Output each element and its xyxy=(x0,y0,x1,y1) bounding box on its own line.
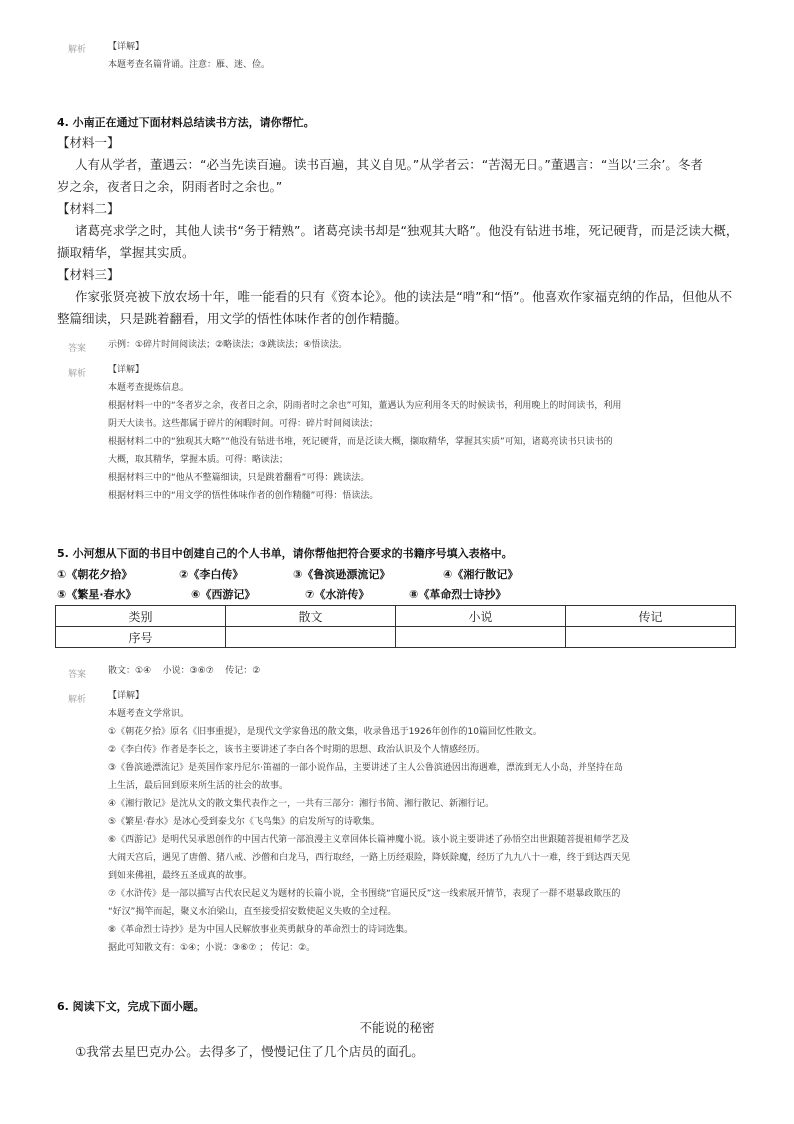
q5-title: 5. 小河想从下面的书目中创建自己的个人书单，请你帮他把符合要求的书籍序号填入表格中。 xyxy=(57,547,513,560)
detail-line: ⑧《革命烈士诗抄》是为中国人民解放事业英勇献身的革命烈士的诗词选集。 xyxy=(108,925,414,935)
detail-label: 【详解】 xyxy=(108,42,145,52)
detail-line: 大概，取其精华，掌握本质。可得：略读法； xyxy=(108,455,289,465)
material-1-label: 【材料一】 xyxy=(57,135,120,150)
detail-line: ⑥《西游记》是明代吴承恩创作的中国古代第一部浪漫主义章回体长篇神魔小说。该小说主要讲述了孙悟空出世跟随菩提祖师学艺及 xyxy=(108,835,630,845)
detail-line: 到如来佛祖，最终五圣成真的故事。 xyxy=(108,871,253,881)
detail-line: ②《李白传》作者是李长之，该书主要讲述了李白各个时期的思想、政治认识及个人情感经历。 xyxy=(108,745,486,755)
material-3-line: 作家张贤亮被下放农场十年，唯一能看的只有《资本论》。他的读法是“啃”和“悟”。他喜欢作家福克纳的作品，但他从不 xyxy=(75,289,733,304)
answer-tag: 答案 xyxy=(68,670,87,680)
detail-line: 阴天大读书。这些都属于碎片的闲暇时间。可得：碎片时间阅读法； xyxy=(108,419,379,429)
table-row xyxy=(56,606,736,627)
material-2-label: 【材料二】 xyxy=(57,201,120,216)
table-cell: 序号 xyxy=(56,627,226,648)
q4-detail xyxy=(108,361,728,505)
q5-detail xyxy=(108,687,728,957)
answer-text: 散文：①④ 小说：③⑥⑦ 传记：② xyxy=(108,666,261,676)
book-item: ②《李白传》 xyxy=(179,568,244,581)
material-2-line: 撷取精华，掌握其实质。 xyxy=(57,245,195,260)
detail-line: “好汉”揭竿而起，聚义水泊梁山，直至接受招安数使起义失败的全过程。 xyxy=(108,907,397,917)
material-3-label: 【材料三】 xyxy=(57,267,120,282)
detail-line: 大闹天宫后，遇见了唐僧、猪八戒、沙僧和白龙马，西行取经，一路上历经艰险，降妖除魔，经历了九九八十一难，终于到达西天见 xyxy=(108,853,631,863)
detail-line: ③《鲁滨逊漂流记》是英国作家丹尼尔·笛福的一部小说作品，主要讲述了主人公鲁滨逊因出海遇难，漂流到无人小岛，并坚持在岛 xyxy=(108,763,623,773)
jiexi-tag: 解析 xyxy=(68,695,87,705)
book-item: ⑤《繁星·春水》 xyxy=(57,588,137,601)
detail-line: ①《朝花夕拾》原名《旧事重提》，是现代文学家鲁迅的散文集，收录鲁迅于1926年创作的10篇回忆性散文。 xyxy=(108,727,542,737)
material-1-line: 人有从学者，董遇云：“必当先读百遍。读书百遍，其义自见。”从学者云：“苦渴无日。”董遇言：“当以‘三余’。冬者 xyxy=(75,157,703,172)
story-paragraph: ①我常去星巴克办公。去得多了，慢慢记住了几个店员的面孔。 xyxy=(75,1044,424,1059)
material-2-line: 诸葛亮求学之时，其他人读书“务于精熟”。诸葛亮读书却是“独观其大略”。他没有钻进书堆，死记硬背，而是泛读大概， xyxy=(75,223,739,238)
table-cell[interactable] xyxy=(566,627,736,648)
detail-line: 【详解】 xyxy=(108,365,145,375)
table-header-cell: 小说 xyxy=(396,606,566,627)
top-detail xyxy=(108,38,728,74)
detail-line: ⑤《繁星·春水》是冰心受到泰戈尔《飞鸟集》的启发所写的诗歌集。 xyxy=(108,817,380,827)
book-item: ⑧《革命烈士诗抄》 xyxy=(409,588,507,601)
table-cell[interactable] xyxy=(226,627,396,648)
book-item: ④《湘行散记》 xyxy=(443,568,519,581)
table-cell[interactable] xyxy=(396,627,566,648)
detail-line: 本题考查提炼信息。 xyxy=(108,383,190,393)
material-1-line: 岁之余，夜者日之余，阴雨者时之余也。” xyxy=(57,179,283,194)
detail-line: 本题考查文学常识。 xyxy=(108,709,190,719)
detail-line: ⑦《水浒传》是一部以描写古代农民起义为题材的长篇小说，全书围绕“官逼民反”这一线索展开情节，表现了一群不堪暴政欺压的 xyxy=(108,889,621,899)
table-row xyxy=(56,627,736,648)
table-header-cell: 散文 xyxy=(226,606,396,627)
q4-title: 4. 小南正在通过下面材料总结读书方法，请你帮忙。 xyxy=(57,116,315,129)
q6-title: 6. 阅读下文，完成下面小题。 xyxy=(57,1000,205,1013)
table-header-cell: 类别 xyxy=(56,606,226,627)
detail-line: 上生活，最后回到原来所生活的社会的故事。 xyxy=(108,781,289,791)
book-item: ⑦《水浒传》 xyxy=(305,588,370,601)
answer-tag: 答案 xyxy=(68,344,87,354)
story-title: 不能说的秘密 xyxy=(359,1020,435,1035)
table-header-cell: 传记 xyxy=(566,606,736,627)
book-item: ⑥《西游记》 xyxy=(191,588,256,601)
detail-line: 根据材料三中的“用文学的悟性体味作者的创作精髓”可得：悟读法。 xyxy=(108,491,379,501)
detail-line: 本题考查名篇背诵。注意：雁、迷、俭。 xyxy=(108,60,271,70)
answer-text: 示例：①碎片时间阅读法；②略读法；③跳读法；④悟读法。 xyxy=(108,340,348,350)
q4-answer xyxy=(108,336,728,354)
jiexi-tag: 解析 xyxy=(68,369,87,379)
q5-answer xyxy=(108,662,728,680)
classification-table xyxy=(55,605,736,648)
detail-line: 根据材料三中的“他从不整篇细读，只是跳着翻看”可得：跳读法。 xyxy=(108,473,370,483)
detail-line: 【详解】 xyxy=(108,691,145,701)
detail-line: 根据材料一中的“冬者岁之余，夜者日之余，阴雨者时之余也”可知，董遇认为应利用冬天的时候读书，利用晚上的时间读书，利用 xyxy=(108,401,622,411)
detail-line: 据此可知散文有：①④；小说：③⑥⑦ ； 传记：②。 xyxy=(108,943,316,953)
material-3-line: 整篇细读，只是跳着翻看，用文学的悟性体味作者的创作精髓。 xyxy=(57,311,408,326)
book-item: ③《鲁滨逊漂流记》 xyxy=(293,568,391,581)
jiexi-tag: 解析 xyxy=(68,45,87,55)
book-item: ①《朝花夕拾》 xyxy=(57,568,133,581)
detail-line: ④《湘行散记》是沈从文的散文集代表作之一，一共有三部分：湘行书简、湘行散记、新湘行记。 xyxy=(108,799,495,809)
q4-materials xyxy=(57,132,747,330)
detail-line: 根据材料二中的“独观其大略”“他没有钻进书堆，死记硬背，而是泛读大概，撷取精华，掌握其实质”可知，诸葛亮读书只读书的 xyxy=(108,437,613,447)
